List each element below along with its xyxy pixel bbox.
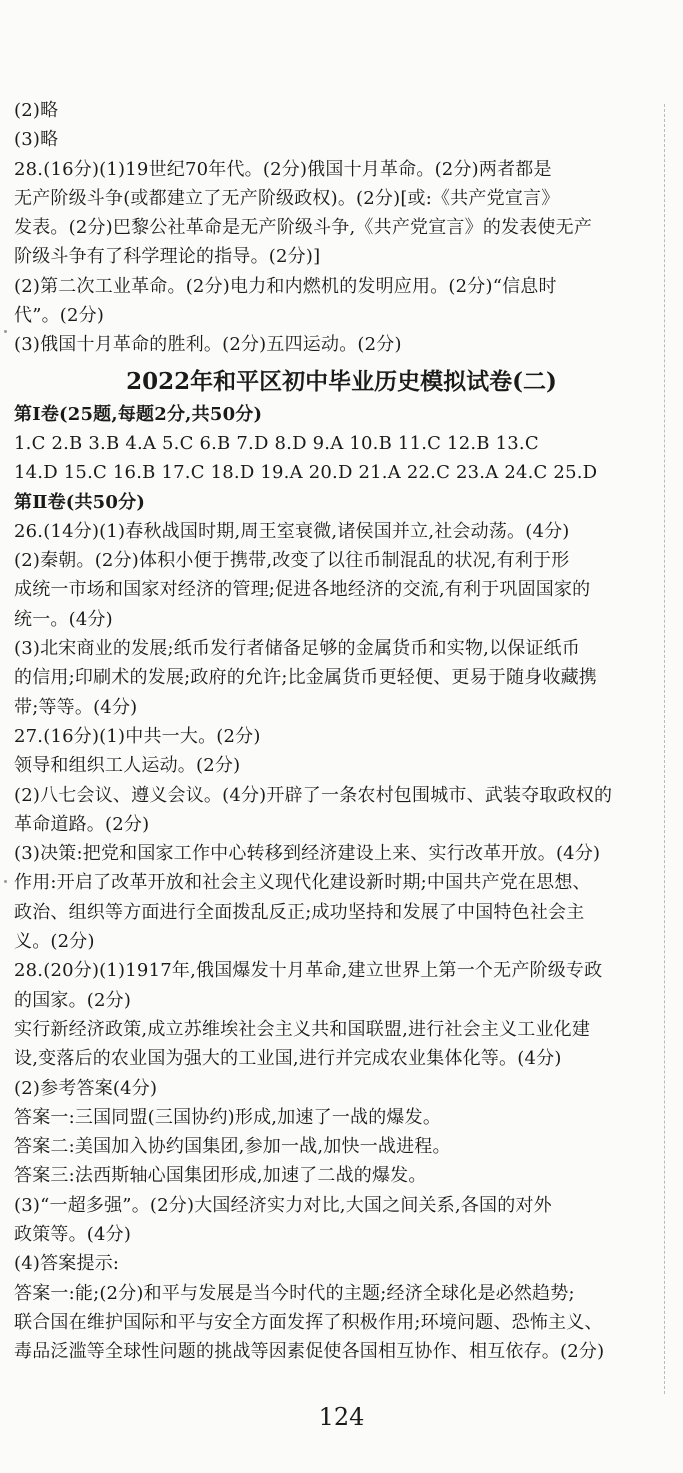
part2-answers bbox=[14, 517, 669, 1367]
answer-line: 联合国在维护国际和平与安全方面发挥了积极作用;环境问题、恐怖主义、 bbox=[14, 1311, 603, 1333]
answer-line: (4)答案提示: bbox=[14, 1253, 120, 1275]
answer-line: 答案一:能;(2分)和平与发展是当今时代的主题;经济全球化是必然趋势; bbox=[14, 1282, 575, 1304]
answer-line: (2)略 bbox=[14, 100, 59, 121]
answer-line: 28.(20分)(1)1917年,俄国爆发十月革命,建立世界上第一个无产阶级专政 bbox=[14, 960, 603, 982]
choice-answers-row: 1.C 2.B 3.B 4.A 5.C 6.B 7.D 8.D 9.A 10.B 11.C 12.B 13.C bbox=[14, 432, 539, 454]
answer-line: 作用:开启了改革开放和社会主义现代化建设新时期;中国共产党在思想、 bbox=[14, 872, 591, 894]
previous-answers bbox=[14, 96, 669, 360]
answer-line: 领导和组织工人运动。(2分) bbox=[14, 755, 241, 777]
answer-line: 答案二:美国加入协约国集团,参加一战,加快一战进程。 bbox=[14, 1136, 451, 1158]
answer-line: (3)“一超多强”。(2分)大国经济实力对比,大国之间关系,各国的对外 bbox=[14, 1194, 552, 1216]
answer-line: 答案一:三国同盟(三国协约)形成,加速了一战的爆发。 bbox=[14, 1106, 442, 1128]
answer-line: 代”。(2分) bbox=[14, 305, 105, 327]
answer-line: 28.(16分)(1)19世纪70年代。(2分)俄国十月革命。(2分)两者都是 bbox=[14, 158, 552, 180]
answer-line: 成统一市场和国家对经济的管理;促进各地经济的交流,有利于巩固国家的 bbox=[14, 579, 591, 601]
answer-line: (2)秦朝。(2分)体积小便于携带,改变了以往币制混乱的状况,有利于形 bbox=[14, 550, 570, 572]
answer-line: 无产阶级斗争(或都建立了无产阶级政权)。(2分)[或:《共产党宣言》 bbox=[14, 187, 560, 209]
answer-line: 的信用;印刷术的发展;政府的允许;比金属货币更轻便、更易于随身收藏携 bbox=[14, 667, 597, 689]
answer-line: (2)第二次工业革命。(2分)电力和内燃机的发明应用。(2分)“信息时 bbox=[14, 275, 557, 297]
binding-hole-mark bbox=[4, 330, 7, 333]
answer-line: 设,变落后的农业国为强大的工业国,进行并完成农业集体化等。(4分) bbox=[14, 1048, 562, 1070]
answer-line: (3)北宋商业的发展;纸币发行者储备足够的金属货币和实物,以保证纸币 bbox=[14, 638, 581, 660]
choice-answers-row: 14.D 15.C 16.B 17.C 18.D 19.A 20.D 21.A 22.C 23.A 24.C 25.D bbox=[14, 462, 598, 484]
answer-line: (3)决策:把党和国家工作中心转移到经济建设上来、实行改革开放。(4分) bbox=[14, 843, 601, 865]
answer-line: 革命道路。(2分) bbox=[14, 813, 150, 835]
answer-line: 实行新经济政策,成立苏维埃社会主义共和国联盟,进行社会主义工业化建 bbox=[14, 1018, 591, 1040]
part2-heading: 第Ⅱ卷(共50分) bbox=[14, 491, 146, 513]
answer-line: 带;等等。(4分) bbox=[14, 696, 138, 718]
answer-line: 的国家。(2分) bbox=[14, 989, 132, 1011]
answer-line: 毒品泛滥等全球性问题的挑战等因素促使各国相互协作、相互依存。(2分) bbox=[14, 1341, 605, 1363]
answer-content bbox=[14, 96, 669, 1366]
answer-line: 27.(16分)(1)中共一大。(2分) bbox=[14, 725, 261, 747]
answer-line: 答案三:法西斯轴心国集团形成,加速了二战的爆发。 bbox=[14, 1165, 427, 1187]
answer-line: 发表。(2分)巴黎公社革命是无产阶级斗争,《共产党宣言》的发表使无产 bbox=[14, 217, 593, 239]
part1-heading: 第Ⅰ卷(25题,每题2分,共50分) bbox=[14, 403, 263, 425]
answer-line: 26.(14分)(1)春秋战国时期,周王室衰微,诸侯国并立,社会动荡。(4分) bbox=[14, 520, 570, 542]
page-number: 124 bbox=[318, 1403, 365, 1431]
binding-hole-mark bbox=[4, 880, 7, 883]
answer-line: (2)八七会议、遵义会议。(4分)开辟了一条农村包围城市、武装夺取政权的 bbox=[14, 784, 613, 806]
answer-line: (3)俄国十月革命的胜利。(2分)五四运动。(2分) bbox=[14, 334, 402, 356]
answer-line: 统一。(4分) bbox=[14, 608, 113, 630]
answer-line: 义。(2分) bbox=[14, 931, 95, 953]
answer-line: (2)参考答案(4分) bbox=[14, 1077, 158, 1099]
answer-line: 政策等。(4分) bbox=[14, 1223, 132, 1245]
answer-line: 政治、组织等方面进行全面拨乱反正;成功坚持和发展了中国特色社会主 bbox=[14, 901, 585, 923]
answer-line: 阶级斗争有了科学理论的指导。(2分)] bbox=[14, 246, 321, 268]
answer-line: (3)略 bbox=[14, 129, 59, 151]
exam-title: 2022年和平区初中毕业历史模拟试卷(二) bbox=[126, 367, 557, 395]
